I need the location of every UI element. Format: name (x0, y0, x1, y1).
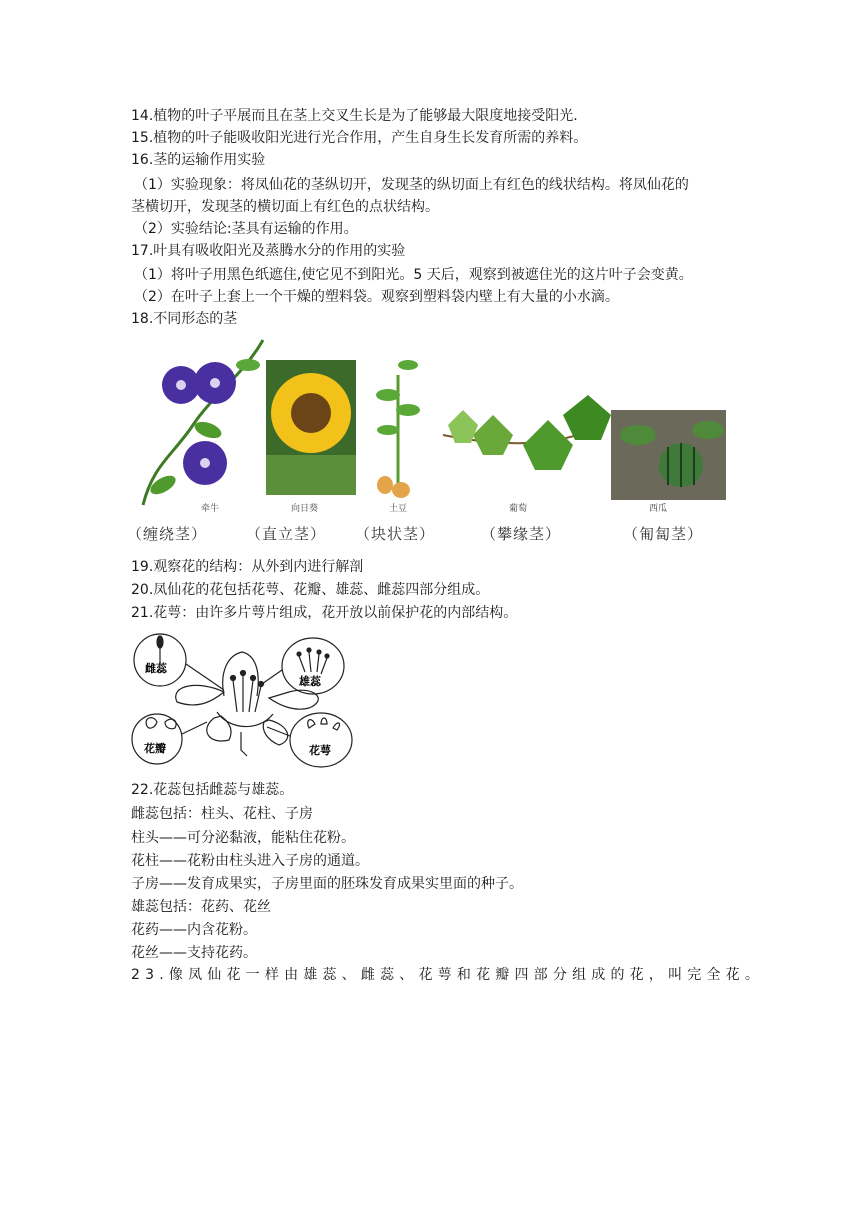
pistil-parts: 雌蕊包括：柱头、花柱、子房 (131, 806, 313, 822)
grape-image (443, 395, 611, 470)
item-18-heading: 18.不同形态的茎 (131, 311, 238, 327)
stem-type-climbing: （攀缘茎） (481, 525, 562, 543)
label-pistil: 雌蕊 (145, 662, 167, 675)
flower-structure-diagram (129, 630, 355, 772)
sunflower-image (266, 360, 356, 495)
stem-photos (133, 335, 733, 515)
caption-morning-glory: 牵牛 (201, 504, 220, 514)
item-22: 22.花蕊包括雌蕊与雄蕊。 (131, 782, 294, 798)
stem-type-creeping: （匍匐茎） (623, 525, 704, 543)
stigma-desc: 柱头——可分泌黏液，能粘住花粉。 (131, 830, 355, 846)
filament-desc: 花丝——支持花药。 (131, 945, 257, 961)
stem-type-twining: （缠绕茎） (127, 525, 208, 543)
ovary-desc: 子房——发育成果实，子房里面的胚珠发育成果实里面的种子。 (131, 876, 523, 892)
stem-type-erect: （直立茎） (246, 525, 327, 543)
label-sepal: 花萼 (309, 744, 331, 757)
item-14: 14.植物的叶子平展而且在茎上交叉生长是为了能够最大限度地接受阳光. (131, 108, 578, 124)
item-19: 19.观察花的结构：从外到内进行解剖 (131, 559, 364, 575)
stem-type-tuber: （块状茎） (355, 525, 436, 543)
item-17-step-2: （2）在叶子上套上一个干燥的塑料袋。观察到塑料袋内壁上有大量的小水滴。 (134, 289, 619, 305)
item-20: 20.凤仙花的花包括花萼、花瓣、雄蕊、雌蕊四部分组成。 (131, 582, 490, 598)
item-17-step-1: （1）将叶子用黑色纸遮住,使它见不到阳光。5 天后，观察到被遮住光的这片叶子会变黄。 (134, 267, 693, 283)
item-16-phenomenon: （1）实验现象：将凤仙花的茎纵切开，发现茎的纵切面上有红色的线状结构。将凤仙花的 (134, 177, 689, 193)
label-petal: 花瓣 (144, 742, 166, 755)
item-16-phenomenon-cont: 茎横切开，发现茎的横切面上有红色的点状结构。 (131, 199, 439, 215)
caption-grape: 葡萄 (509, 504, 528, 514)
item-23: 23.像凤仙花一样由雄蕊、雌蕊、花萼和花瓣四部分组成的花，叫完全花。 (131, 967, 765, 983)
potato-image (376, 360, 420, 498)
stem-forms-figure (127, 335, 733, 550)
morning-glory-image (143, 340, 263, 505)
item-16-heading: 16.茎的运输作用实验 (131, 152, 266, 168)
watermelon-image (611, 410, 726, 500)
item-21: 21.花萼：由许多片萼片组成，花开放以前保护花的内部结构。 (131, 605, 518, 621)
flower-drawing (129, 630, 355, 772)
caption-potato: 土豆 (389, 504, 408, 514)
stamen-parts: 雄蕊包括：花药、花丝 (131, 899, 271, 915)
label-stamen: 雄蕊 (299, 675, 321, 688)
caption-sunflower: 向日葵 (291, 504, 319, 514)
anther-desc: 花药——内含花粉。 (131, 922, 257, 938)
caption-watermelon: 西瓜 (649, 504, 668, 514)
item-15: 15.植物的叶子能吸收阳光进行光合作用，产生自身生长发育所需的养料。 (131, 130, 588, 146)
style-desc: 花柱——花粉由柱头进入子房的通道。 (131, 853, 369, 869)
item-16-conclusion: （2）实验结论:茎具有运输的作用。 (134, 221, 358, 237)
item-17-heading: 17.叶具有吸收阳光及蒸腾水分的作用的实验 (131, 243, 406, 259)
